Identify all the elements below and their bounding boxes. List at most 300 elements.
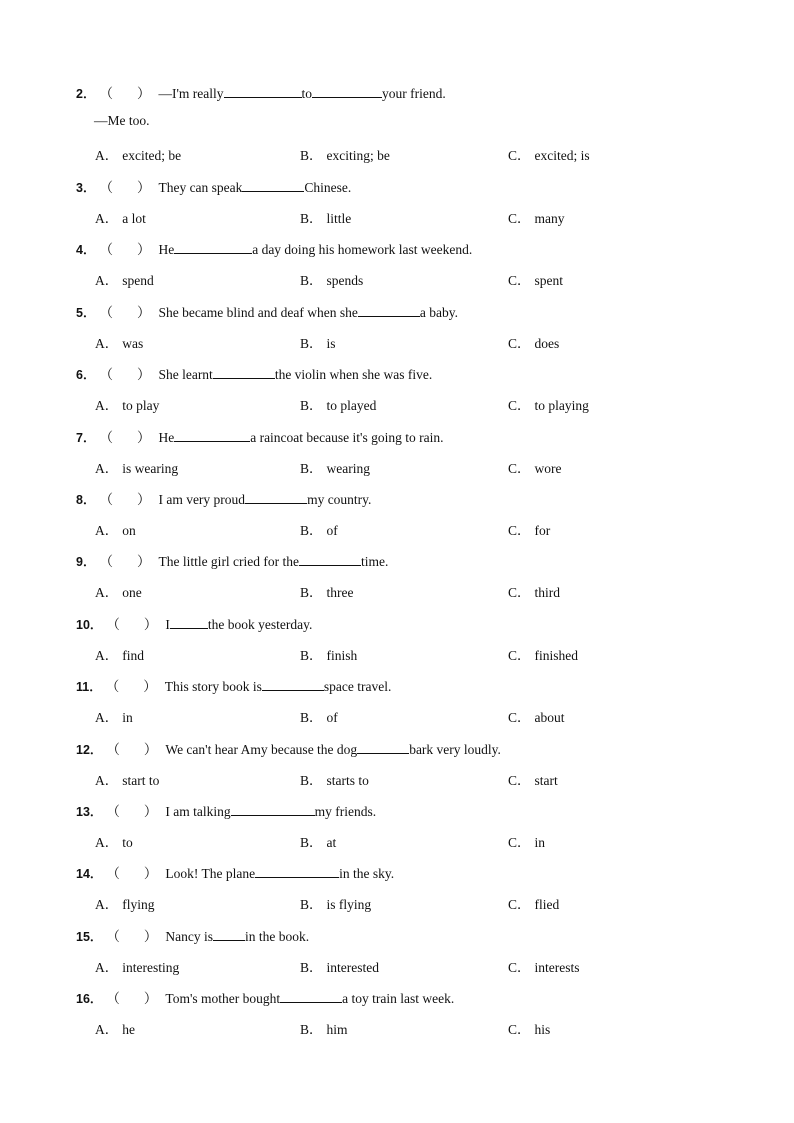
option-text: flying xyxy=(122,897,155,912)
question-number: 11． xyxy=(76,680,102,694)
answer-paren-close: ） xyxy=(143,742,158,757)
answer-blank[interactable] xyxy=(245,490,307,504)
answer-paren-close: ） xyxy=(143,866,158,881)
option-dot: ． xyxy=(517,523,531,538)
option-b[interactable] xyxy=(300,769,369,789)
option-dot: ． xyxy=(104,897,119,912)
option-letter: C xyxy=(508,273,518,288)
question-text: in the sky. xyxy=(339,866,395,881)
option-a[interactable] xyxy=(95,706,133,726)
option-dot: ． xyxy=(517,835,531,850)
question-stem xyxy=(76,613,754,633)
option-row xyxy=(95,394,754,414)
question-text: in the book. xyxy=(245,929,310,944)
answer-paren-close: ） xyxy=(136,242,151,257)
question-stem xyxy=(76,800,754,820)
option-text: he xyxy=(122,1022,135,1037)
question-text: Look! The plane xyxy=(165,866,256,881)
answer-paren-open: （ xyxy=(99,242,113,257)
option-letter: A xyxy=(95,835,105,850)
option-dot: ． xyxy=(517,211,531,226)
option-dot: ． xyxy=(309,585,323,600)
question-line xyxy=(76,738,754,758)
option-letter: A xyxy=(95,1022,105,1037)
question-text: space travel. xyxy=(323,679,392,694)
option-c[interactable] xyxy=(508,893,559,913)
option-dot: ． xyxy=(309,336,323,351)
option-letter: B xyxy=(300,897,310,912)
option-letter: C xyxy=(508,336,518,351)
option-text: interested xyxy=(326,960,379,975)
option-letter: B xyxy=(300,523,310,538)
answer-blank[interactable] xyxy=(213,927,245,941)
question-line xyxy=(76,800,754,820)
question-text: bark very loudly. xyxy=(409,742,501,757)
option-text: was xyxy=(122,336,144,351)
answer-paren-close: ） xyxy=(143,617,158,632)
option-dot: ． xyxy=(104,648,119,663)
option-b[interactable] xyxy=(300,207,351,227)
answer-paren-close: ） xyxy=(136,180,151,195)
answer-paren-open: （ xyxy=(106,804,120,819)
answer-paren-close: ） xyxy=(136,305,151,320)
option-letter: B xyxy=(300,398,310,413)
option-c[interactable] xyxy=(508,831,545,851)
option-text: is flying xyxy=(326,897,372,912)
answer-paren-close: ） xyxy=(136,430,151,445)
question-text: —I'm really xyxy=(158,86,224,101)
question-number: 13． xyxy=(76,805,103,819)
option-dot: ． xyxy=(309,1022,323,1037)
answer-blank[interactable] xyxy=(213,365,275,379)
option-a[interactable] xyxy=(95,457,178,477)
question-stem xyxy=(76,987,754,1007)
answer-blank[interactable] xyxy=(358,303,420,317)
question-text: a raincoat because it's going to rain. xyxy=(250,430,444,445)
answer-paren-close: ） xyxy=(136,367,151,382)
answer-blank[interactable] xyxy=(262,677,324,691)
option-dot: ． xyxy=(517,148,531,163)
option-a[interactable] xyxy=(95,769,159,789)
option-text: his xyxy=(534,1022,551,1037)
option-text: spent xyxy=(534,273,564,288)
answer-blank[interactable] xyxy=(255,864,339,878)
question-stem xyxy=(76,238,754,258)
option-text: start xyxy=(534,773,558,788)
answer-paren-close: ） xyxy=(136,554,151,569)
option-dot: ． xyxy=(104,148,119,163)
question-text: a day doing his homework last weekend. xyxy=(252,242,473,257)
option-dot: ． xyxy=(309,148,323,163)
option-c[interactable] xyxy=(508,956,580,976)
option-dot: ． xyxy=(517,461,531,476)
option-letter: C xyxy=(508,960,518,975)
option-letter: A xyxy=(95,585,105,600)
option-letter: A xyxy=(95,461,105,476)
answer-paren-open: （ xyxy=(99,305,113,320)
option-b[interactable] xyxy=(300,1018,348,1038)
answer-blank[interactable] xyxy=(231,802,315,816)
answer-paren-open: （ xyxy=(99,554,113,569)
option-letter: C xyxy=(508,211,518,226)
question-text: to xyxy=(301,86,313,101)
question-text: They can speak xyxy=(158,180,243,195)
option-letter: C xyxy=(508,897,518,912)
question-text: Chinese. xyxy=(304,180,352,195)
option-c[interactable] xyxy=(508,706,565,726)
option-dot: ． xyxy=(104,835,119,850)
question-line xyxy=(76,82,754,102)
question-text: He xyxy=(158,242,175,257)
answer-paren-open: （ xyxy=(106,991,120,1006)
question-number: 4． xyxy=(76,243,96,257)
option-c[interactable] xyxy=(508,1018,550,1038)
option-b[interactable] xyxy=(300,706,338,726)
option-text: does xyxy=(534,336,560,351)
answer-paren-close: ） xyxy=(143,929,158,944)
question-text: I xyxy=(165,617,170,632)
question-text: time. xyxy=(361,554,389,569)
question-stem xyxy=(76,738,754,758)
option-letter: C xyxy=(508,148,518,163)
question-number: 3． xyxy=(76,181,96,195)
option-b[interactable] xyxy=(300,581,354,601)
option-row xyxy=(95,831,754,851)
question-text: a baby. xyxy=(419,305,458,320)
option-dot: ． xyxy=(517,398,531,413)
question-line xyxy=(76,363,754,383)
option-letter: B xyxy=(300,773,310,788)
question-line xyxy=(76,488,754,508)
answer-paren-close: ） xyxy=(143,991,158,1006)
option-c[interactable] xyxy=(508,581,560,601)
option-a[interactable] xyxy=(95,144,181,164)
option-c[interactable] xyxy=(508,144,590,164)
option-letter: B xyxy=(300,1022,310,1037)
option-b[interactable] xyxy=(300,831,336,851)
question-text: The little girl cried for the xyxy=(158,554,300,569)
option-letter: B xyxy=(300,336,310,351)
answer-paren-close: ） xyxy=(136,86,151,101)
option-b[interactable] xyxy=(300,644,357,664)
question-text: She became blind and deaf when she xyxy=(158,305,358,320)
option-text: wore xyxy=(534,461,562,476)
answer-blank[interactable] xyxy=(224,84,302,98)
option-text: finished xyxy=(534,648,579,663)
option-dot: ． xyxy=(104,273,119,288)
answer-paren-open: （ xyxy=(105,679,120,694)
option-row xyxy=(95,1018,754,1038)
question-number: 15． xyxy=(76,930,103,944)
question-text: We can't hear Amy because the dog xyxy=(165,742,358,757)
option-text: to played xyxy=(326,398,377,413)
option-text: to xyxy=(122,835,133,850)
option-b[interactable] xyxy=(300,394,376,414)
question-text: Nancy is xyxy=(165,929,214,944)
question-text: the violin when she was five. xyxy=(274,367,433,382)
option-letter: B xyxy=(300,710,310,725)
option-dot: ． xyxy=(517,585,531,600)
question-text: She learnt xyxy=(158,367,213,382)
question-stem xyxy=(76,550,754,570)
option-text: for xyxy=(534,523,551,538)
option-letter: A xyxy=(95,148,105,163)
option-text: in xyxy=(534,835,546,850)
option-a[interactable] xyxy=(95,581,142,601)
question-line xyxy=(76,925,754,945)
option-text: to play xyxy=(122,398,160,413)
option-letter: C xyxy=(508,461,518,476)
option-dot: ． xyxy=(309,523,323,538)
option-b[interactable] xyxy=(300,269,363,289)
option-dot: ． xyxy=(309,960,323,975)
option-c[interactable] xyxy=(508,519,550,539)
option-letter: B xyxy=(300,148,310,163)
option-row xyxy=(95,769,754,789)
option-text: interests xyxy=(534,960,580,975)
option-text: exciting; be xyxy=(326,148,390,163)
option-letter: B xyxy=(300,461,310,476)
option-text: little xyxy=(326,211,352,226)
option-dot: ． xyxy=(104,461,119,476)
option-dot: ． xyxy=(309,398,323,413)
question-number: 10． xyxy=(76,618,103,632)
option-text: many xyxy=(534,211,565,226)
option-c[interactable] xyxy=(508,332,559,352)
option-letter: A xyxy=(95,211,105,226)
option-letter: B xyxy=(300,273,310,288)
answer-paren-close: ） xyxy=(143,804,158,819)
option-text: on xyxy=(122,523,136,538)
option-letter: A xyxy=(95,398,105,413)
option-row xyxy=(95,332,754,352)
question-number: 2． xyxy=(76,87,96,101)
option-b[interactable] xyxy=(300,457,370,477)
question-stem xyxy=(76,426,754,446)
option-c[interactable] xyxy=(508,457,562,477)
option-row xyxy=(95,269,754,289)
option-letter: C xyxy=(508,773,518,788)
option-letter: A xyxy=(95,710,105,725)
question-text: the book yesterday. xyxy=(207,617,313,632)
question-text: I am talking xyxy=(165,804,231,819)
option-letter: B xyxy=(300,835,310,850)
option-dot: ． xyxy=(309,461,323,476)
answer-paren-open: （ xyxy=(99,492,113,507)
option-text: spends xyxy=(326,273,364,288)
option-text: in xyxy=(122,710,133,725)
answer-paren-open: （ xyxy=(99,86,113,101)
option-letter: C xyxy=(508,523,518,538)
option-c[interactable] xyxy=(508,207,565,227)
question-number: 7． xyxy=(76,431,96,445)
option-dot: ． xyxy=(309,211,323,226)
option-row xyxy=(95,581,754,601)
option-text: at xyxy=(326,835,337,850)
option-c[interactable] xyxy=(508,394,589,414)
option-dot: ． xyxy=(309,897,323,912)
option-dot: ． xyxy=(309,835,323,850)
option-a[interactable] xyxy=(95,332,143,352)
answer-paren-open: （ xyxy=(106,617,120,632)
option-b[interactable] xyxy=(300,332,336,352)
answer-blank[interactable] xyxy=(312,84,382,98)
question-number: 14． xyxy=(76,867,103,881)
option-text: is xyxy=(326,336,336,351)
question-number: 9． xyxy=(76,555,96,569)
option-letter: A xyxy=(95,336,105,351)
option-text: excited; is xyxy=(534,148,590,163)
option-text: interesting xyxy=(122,960,180,975)
option-letter: A xyxy=(95,523,105,538)
option-text: flied xyxy=(534,897,560,912)
option-letter: A xyxy=(95,273,105,288)
option-dot: ． xyxy=(309,648,323,663)
option-letter: C xyxy=(508,585,518,600)
answer-paren-open: （ xyxy=(106,742,120,757)
option-a[interactable] xyxy=(95,519,136,539)
option-dot: ． xyxy=(104,523,119,538)
question-stem xyxy=(76,488,754,508)
option-letter: B xyxy=(300,960,310,975)
option-text: third xyxy=(534,585,561,600)
option-a[interactable] xyxy=(95,269,154,289)
question-text: Tom's mother bought xyxy=(165,991,281,1006)
option-text: of xyxy=(326,710,338,725)
question-text: my friends. xyxy=(314,804,377,819)
option-row xyxy=(95,644,754,664)
option-letter: C xyxy=(508,398,518,413)
option-a[interactable] xyxy=(95,893,155,913)
option-dot: ． xyxy=(104,585,119,600)
option-text: one xyxy=(122,585,142,600)
option-dot: ． xyxy=(104,1022,119,1037)
option-a[interactable] xyxy=(95,394,159,414)
question-stem xyxy=(76,176,754,196)
question-text: He xyxy=(158,430,175,445)
option-text: finish xyxy=(326,648,358,663)
answer-paren-open: （ xyxy=(99,430,113,445)
option-letter: A xyxy=(95,648,105,663)
question-stem xyxy=(76,862,754,882)
option-row xyxy=(95,893,754,913)
answer-blank[interactable] xyxy=(174,428,250,442)
option-letter: C xyxy=(508,648,518,663)
option-text: is wearing xyxy=(122,461,179,476)
answer-blank[interactable] xyxy=(357,740,409,754)
answer-blank[interactable] xyxy=(280,989,342,1003)
answer-paren-close: ） xyxy=(136,492,151,507)
question-line xyxy=(76,301,754,321)
answer-paren-close: ） xyxy=(143,679,157,694)
option-dot: ． xyxy=(309,773,323,788)
option-row xyxy=(95,706,754,726)
question-text: your friend. xyxy=(382,86,446,101)
answer-blank[interactable] xyxy=(242,178,304,192)
option-text: find xyxy=(122,648,144,663)
answer-paren-open: （ xyxy=(99,180,113,195)
question-line xyxy=(76,862,754,882)
option-dot: ． xyxy=(517,648,531,663)
option-b[interactable] xyxy=(300,519,338,539)
question-stem xyxy=(76,301,754,321)
option-text: three xyxy=(326,585,354,600)
option-text: start to xyxy=(122,773,160,788)
question-text: my country. xyxy=(307,492,372,507)
option-row xyxy=(95,457,754,477)
option-letter: C xyxy=(508,710,518,725)
option-dot: ． xyxy=(104,398,119,413)
option-dot: ． xyxy=(309,710,323,725)
dialog-reply: —Me too. xyxy=(94,113,150,128)
answer-paren-open: （ xyxy=(106,866,120,881)
question-line xyxy=(76,238,754,258)
option-letter: A xyxy=(95,960,105,975)
question-stem xyxy=(76,82,754,102)
option-dot: ． xyxy=(517,960,531,975)
question-number: 16． xyxy=(76,992,103,1006)
answer-blank[interactable] xyxy=(299,552,361,566)
option-dot: ． xyxy=(309,273,323,288)
option-a[interactable] xyxy=(95,644,144,664)
question-number: 12． xyxy=(76,743,103,757)
option-text: to playing xyxy=(534,398,589,413)
question-number: 6． xyxy=(76,368,96,382)
option-dot: ． xyxy=(517,1022,531,1037)
option-a[interactable] xyxy=(95,956,179,976)
option-letter: C xyxy=(508,835,518,850)
option-dot: ． xyxy=(104,773,119,788)
option-b[interactable] xyxy=(300,144,390,164)
question-stem xyxy=(76,675,754,695)
option-dot: ． xyxy=(104,336,119,351)
option-text: him xyxy=(326,1022,348,1037)
option-c[interactable] xyxy=(508,769,558,789)
option-letter: C xyxy=(508,1022,518,1037)
option-a[interactable] xyxy=(95,831,133,851)
answer-blank[interactable] xyxy=(174,240,252,254)
option-text: spend xyxy=(122,273,154,288)
option-dot: ． xyxy=(104,960,119,975)
question-line xyxy=(76,550,754,570)
option-b[interactable] xyxy=(300,956,379,976)
question-text: I am very proud xyxy=(158,492,246,507)
option-row xyxy=(95,519,754,539)
option-letter: B xyxy=(300,648,310,663)
option-text: starts to xyxy=(326,773,369,788)
question-line xyxy=(76,613,754,633)
option-c[interactable] xyxy=(508,269,563,289)
option-a[interactable] xyxy=(95,207,146,227)
option-dot: ． xyxy=(104,710,119,725)
option-text: wearing xyxy=(326,461,370,476)
option-b[interactable] xyxy=(300,893,371,913)
option-letter: B xyxy=(300,585,310,600)
question-line xyxy=(76,675,754,695)
option-c[interactable] xyxy=(508,644,578,664)
option-row xyxy=(95,956,754,976)
option-dot: ． xyxy=(517,273,531,288)
option-dot: ． xyxy=(517,773,531,788)
option-a[interactable] xyxy=(95,1018,135,1038)
option-letter: A xyxy=(95,897,105,912)
option-dot: ． xyxy=(104,211,119,226)
option-dot: ． xyxy=(517,336,531,351)
question-line xyxy=(76,987,754,1007)
question-stem xyxy=(76,925,754,945)
question-number: 8． xyxy=(76,493,96,507)
answer-blank[interactable] xyxy=(170,615,208,629)
